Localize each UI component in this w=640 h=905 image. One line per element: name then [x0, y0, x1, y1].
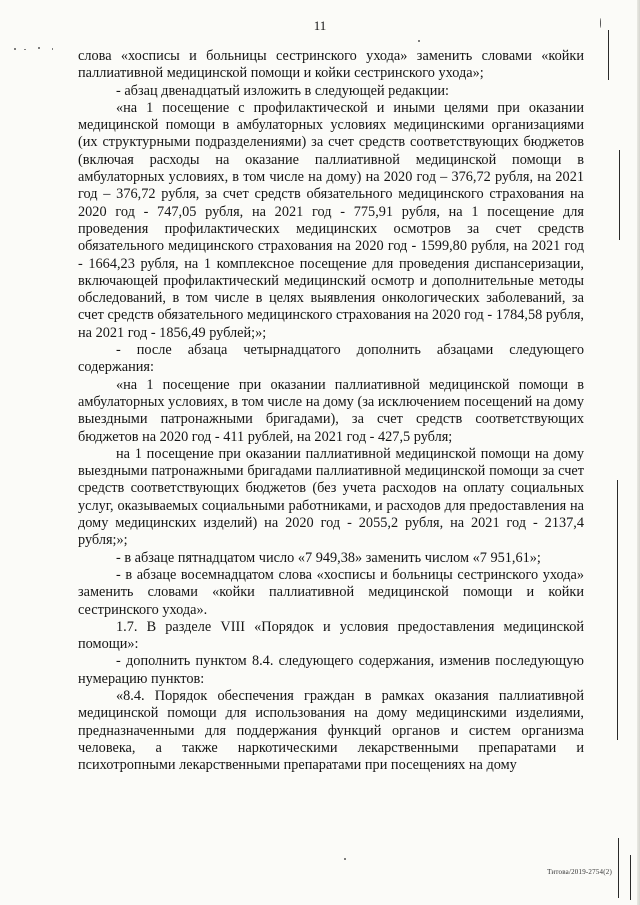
paragraph-amendment: - в абзаце пятнадцатом число «7 949,38» заменить числом «7 951,61»; [116, 549, 541, 566]
scan-artifact-line [617, 480, 618, 740]
paragraph-quoted: «на 1 посещение при оказании паллиативной медицинской помощи в амбулаторных условиях, в том числе на дому (за исключением посещений на дому выездными патронажными бригадами), за счет средств соответствующих бюджетов на 2020 год - 411 рублей, на 2021 год - 427,5 рубля; [78, 376, 584, 445]
paragraph-amendment: - после абзаца четырнадцатого дополнить абзацами следующего содержания: [78, 342, 584, 376]
scan-artifact-line [630, 855, 631, 900]
paragraph-amendment: - абзац двенадцатый изложить в следующей редакции: [116, 82, 449, 99]
paragraph-continuation: слова «хосписы и больницы сестринского ухода» заменить словами «койки паллиативной медицинской помощи и койки сестринского ухода»; [78, 48, 584, 82]
paragraph-amendment: - в абзаце восемнадцатом слова «хосписы и больницы сестринского ухода» заменить словами «койки паллиативной медицинской помощи и койки сестринского ухода». [78, 566, 584, 618]
paragraph-quoted: на 1 посещение при оказании паллиативной медицинской помощи на дому выездными патронажными бригадами паллиативной медицинской помощи за счет средств соответствующих бюджетов (без учета расходов на оплату социальных услуг, оказываемых социальными работниками, и расходов для предоставления на дому медицинских изделий) на 2020 год - 2055,2 рубля, на 2021 год - 2137,4 рубля;»; [78, 445, 584, 549]
document-footer-code: Титова/2019-2754(2) [547, 868, 612, 876]
paragraph-section-heading: 1.7. В разделе VIII «Порядок и условия предоставления медицинской помощи»: [78, 618, 584, 653]
page-number: 11 [313, 18, 327, 33]
paragraph-quoted: «8.4. Порядок обеспечения граждан в рамках оказания паллиативной медицинской помощи для использования на дому медицинскими изделиями, предназначенными для поддержания функций органов и систем организма человека, а также наркотическими лекарственными препаратами и психотропными лекарственными препаратами при посещениях на дому [78, 687, 584, 774]
scan-speck [24, 49, 26, 50]
scan-artifact-line [618, 838, 619, 898]
scan-artifact-line [619, 150, 620, 240]
scan-speck [418, 40, 420, 42]
scan-artifact-line [608, 30, 609, 80]
paragraph-amendment: - дополнить пунктом 8.4. следующего содержания, изменив последующую нумерацию пунктов: [78, 653, 584, 687]
paragraph-quoted: «на 1 посещение с профилактической и иными целями при оказании медицинской помощи в амбулаторных условиях медицинскими организациями (их структурными подразделениями) за счет средств соответствующих бюджетов (включая расходы на оказание паллиативной медицинской помощи в амбулаторных условиях, в том числе на дому) на 2020 год – 376,72 рубля, на 2021 год – 376,72 рубля, за счет средств обязательного медицинского страхования на 2020 год - 747,05 рубля, на 2021 год - 775,91 рубля, на 1 посещение для проведения профилактических медицинских осмотров за счет средств обязательного медицинского страхования на 2020 год - 1599,80 рубля, на 2021 год - 1664,23 рубля, на 1 комплексное посещение для проведения диспансеризации, включающей профилактический медицинский осмотр и дополнительные методы обследований, в том числе в целях выявления онкологических заболеваний, за счет средств обязательного медицинского страхования на 2020 год - 1784,58 рубля, на 2021 год - 1856,49 рублей;»; [78, 99, 584, 341]
scan-speck [344, 858, 346, 860]
scan-speck [52, 48, 53, 50]
document-body [78, 48, 584, 774]
scan-speck [14, 48, 16, 50]
scan-speck [38, 47, 40, 49]
